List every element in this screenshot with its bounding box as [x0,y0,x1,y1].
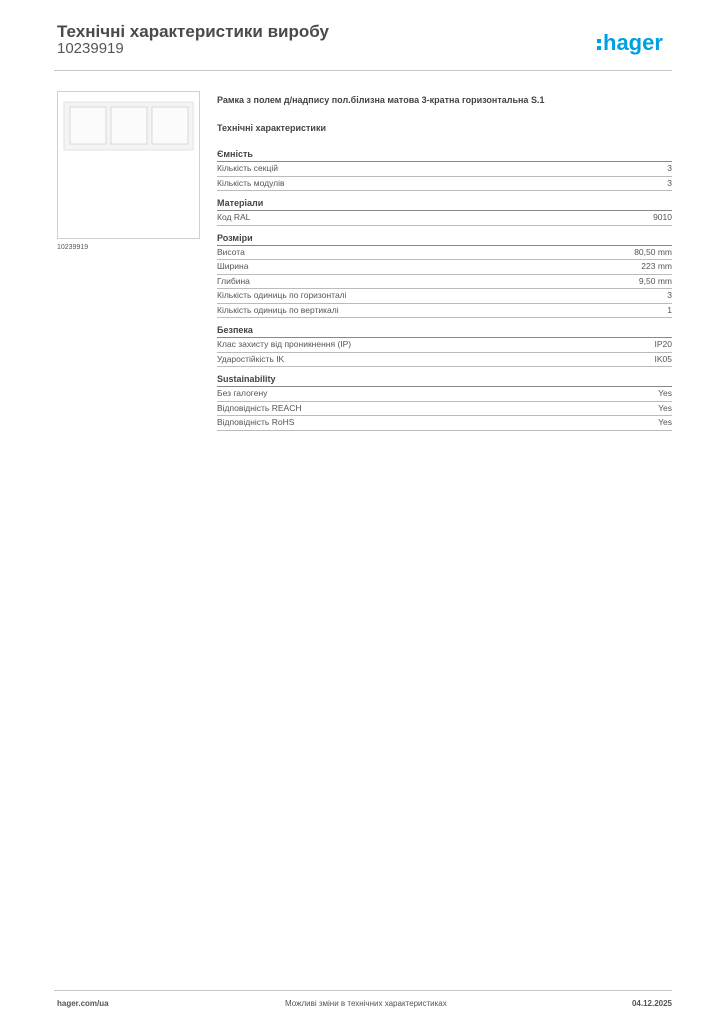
spec-value: Yes [658,402,672,413]
spec-value: 223 mm [641,261,672,271]
spec-section-title: Технічні характеристики [217,123,326,133]
spec-row [217,338,672,353]
logo-text: hager [603,30,663,55]
spec-row [217,387,672,402]
hager-logo [597,30,677,58]
spec-row [217,177,672,192]
spec-group [217,232,672,319]
spec-value: IP20 [654,339,672,349]
spec-label: Ширина [217,261,249,271]
spec-group-title: Ємність [217,148,672,162]
spec-label: Клас захисту від проникнення (IP) [217,339,352,349]
spec-value: IK05 [654,353,672,364]
spec-row [217,275,672,290]
spec-value: 9,50 mm [638,275,672,286]
spec-label: Кількість модулів [217,177,285,188]
spec-value: Yes [658,388,672,398]
spec-row [217,289,672,304]
spec-value: 3 [667,290,672,300]
spec-group [217,324,672,367]
spec-label: Глибина [217,275,250,286]
footer-website[interactable]: hager.com/ua [57,999,109,1008]
spec-row [217,402,672,417]
footer-divider [54,990,672,991]
page-title: Технічні характеристики виробу [57,22,329,41]
header-divider [54,70,672,71]
spec-label: Відповідність RoHS [217,417,295,427]
spec-row [217,246,672,261]
spec-value: 1 [667,304,672,315]
spec-value: 3 [667,163,672,173]
spec-row [217,211,672,226]
spec-group [217,197,672,226]
spec-row [217,162,672,177]
spec-group-title: Sustainability [217,373,672,387]
spec-content [217,94,672,431]
spec-group [217,148,672,191]
spec-row [217,353,672,368]
spec-value: Yes [658,417,672,427]
spec-group [217,373,672,431]
spec-label: Висота [217,246,245,257]
spec-groups [217,148,672,431]
spec-label: Кількість секцій [217,163,278,173]
footer-date: 04.12.2025 [631,999,672,1008]
spec-row [217,260,672,275]
spec-group-title: Матеріали [217,197,672,211]
spec-label: Ударостійкість IK [217,353,285,364]
spec-value: 3 [667,177,672,188]
image-caption: 10239919 [57,244,89,251]
spec-label: Відповідність REACH [217,402,302,413]
spec-value: 80,50 mm [634,246,672,257]
spec-label: Кількість одиниць по вертикалі [217,304,339,315]
spec-label: Без галогену [217,388,268,398]
spec-group-title: Розміри [217,232,672,246]
spec-value: 9010 [653,212,672,222]
product-name: Рамка з полем д/надпису пол.білизна матова 3-кратна горизонтальна S.1 [217,95,545,105]
spec-row [217,304,672,319]
spec-group-title: Безпека [217,324,672,338]
spec-label: Код RAL [217,212,251,222]
product-code: 10239919 [57,40,124,57]
footer-disclaimer: Можливі зміни в технічних характеристиках [285,999,447,1008]
product-image [57,91,200,239]
spec-row [217,416,672,431]
spec-label: Кількість одиниць по горизонталі [217,290,347,300]
